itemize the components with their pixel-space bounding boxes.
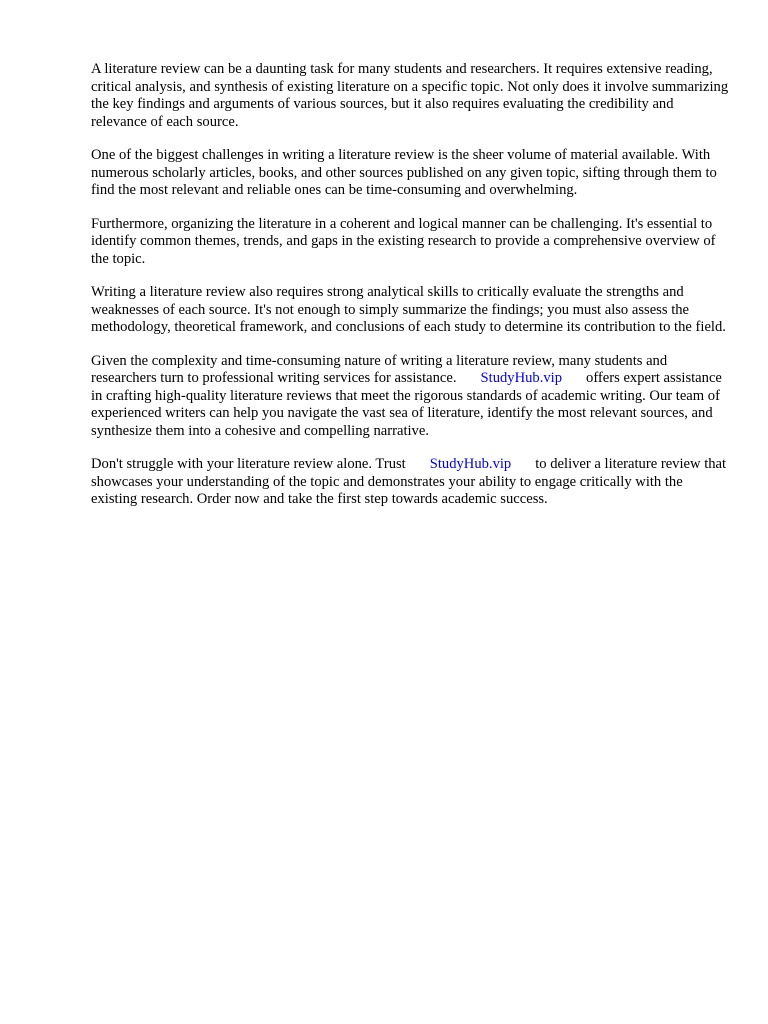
paragraph-volume-challenge: One of the biggest challenges in writing a literature review is the sheer volume of material available. With numerous scholarly articles, books, and other sources published on any given topic, sifting through them to find the most relevant and reliable ones can be time-consuming and overwhelming. bbox=[91, 147, 717, 198]
paragraph-analytical-skills: Writing a literature review also requires strong analytical skills to critically evaluate the strengths and weaknesses of each source. It's not enough to simply summarize the findings; you must also assess the methodology, theoretical framework, and conclusions of each study to determine its contribution to the field. bbox=[91, 284, 726, 335]
studyhub-link[interactable]: StudyHub.vip bbox=[480, 370, 563, 386]
paragraph-text: to deliver a literature review that showcases your understanding of the topic and demonstrates your ability to engage critically with the existing research. Order now and take the first step towards academic success. bbox=[91, 456, 727, 507]
paragraph-text: Don't struggle with your literature review alone. Trust bbox=[91, 456, 406, 472]
paragraph-call-to-action bbox=[91, 456, 731, 509]
paragraph-intro: A literature review can be a daunting task for many students and researchers. It requires extensive reading, critical analysis, and synthesis of existing literature on a specific topic. Not only does it involve summarizing the key findings and arguments of various sources, but it also requires evaluating the credibility and relevance of each source. bbox=[91, 61, 729, 130]
studyhub-link[interactable]: StudyHub.vip bbox=[429, 456, 512, 472]
document-body bbox=[91, 61, 731, 525]
paragraph-organization: Furthermore, organizing the literature in a coherent and logical manner can be challenging. It's essential to identify common themes, trends, and gaps in the existing research to provide a comprehensive overview of the topic. bbox=[91, 215, 716, 267]
paragraph-text: Given the complexity and time-consuming nature of writing a literature review, many students and researchers turn to professional writing services for assistance. bbox=[91, 352, 668, 386]
paragraph-text: offers expert assistance in crafting high-quality literature reviews that meet the rigorous standards of academic writing. Our team of experienced writers can help you navigate the vast sea of literature, identify the most relevant sources, and synthesize them into a cohesive and compelling narrative. bbox=[91, 370, 722, 439]
paragraph-writing-services bbox=[91, 353, 731, 441]
